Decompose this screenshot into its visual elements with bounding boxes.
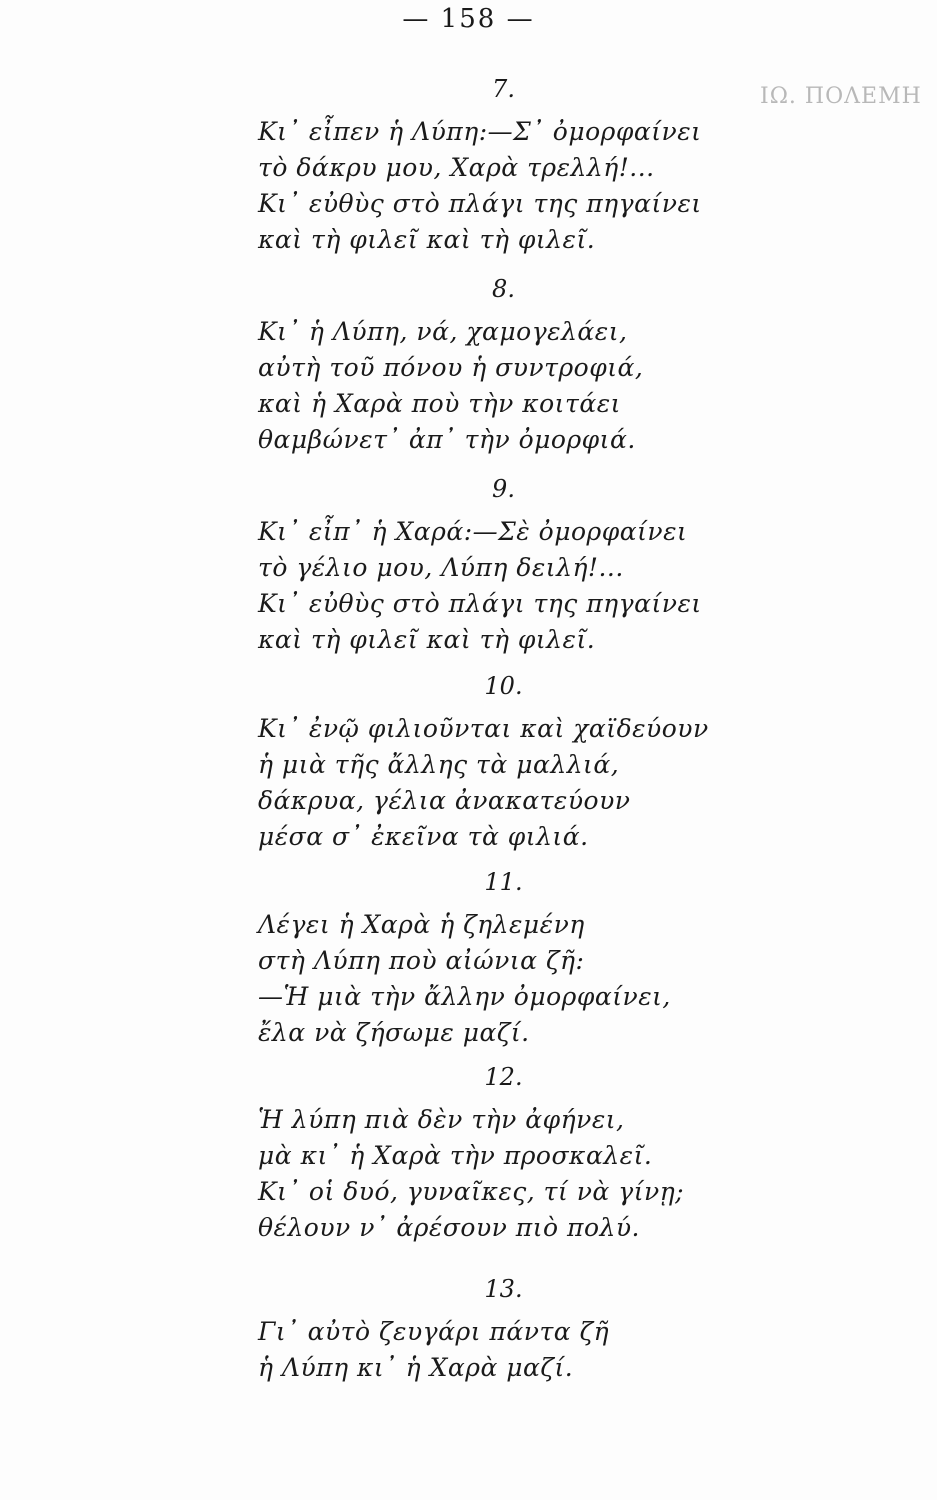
verse-line: Λέγει ἡ Χαρὰ ἡ ζηλεμένη (258, 910, 585, 939)
stanza-number: 7. (492, 75, 515, 103)
stanza-number: 9. (492, 475, 515, 503)
verse-line: Κι᾽ εἶπ᾽ ἡ Χαρά:—Σὲ ὀμορφαίνει (258, 517, 688, 546)
verse-line: Κι᾽ ἡ Λύπη, νά, χαμογελάει, (258, 317, 628, 346)
verse-line: Κι᾽ εὐθὺς στὸ πλάγι της πηγαίνει (258, 189, 702, 218)
stanza-number: 12. (484, 1063, 523, 1091)
verse-line: τὸ γέλιο μου, Λύπη δειλή!... (258, 553, 624, 582)
verse-line: μὰ κι᾽ ἡ Χαρὰ τὴν προσκαλεῖ. (258, 1141, 653, 1170)
verse-line: καὶ τὴ φιλεῖ καὶ τὴ φιλεῖ. (258, 625, 596, 654)
verse-line: μέσα σ᾽ ἐκεῖνα τὰ φιλιά. (258, 822, 589, 851)
stanza-number: 11. (484, 868, 523, 896)
stanza-number: 8. (492, 275, 515, 303)
verse-line: θαμβώνετ᾽ ἀπ᾽ τὴν ὀμορφιά. (258, 425, 636, 454)
verse-line: ἡ Λύπη κι᾽ ἡ Χαρὰ μαζί. (258, 1353, 574, 1382)
verse-line: ἔλα νὰ ζήσωμε μαζί. (258, 1018, 530, 1047)
verse-line: θέλουν ν᾽ ἀρέσουν πιὸ πολύ. (258, 1213, 641, 1242)
verse-line: αὐτὴ τοῦ πόνου ἡ συντροφιά, (258, 353, 644, 382)
verse-line: Κι᾽ εὐθὺς στὸ πλάγι της πηγαίνει (258, 589, 702, 618)
verse-line: Κι᾽ οἱ δυό, γυναῖκες, τί νὰ γίνῃ; (258, 1177, 685, 1206)
verse-line: καὶ ἡ Χαρὰ ποὺ τὴν κοιτάει (258, 389, 621, 418)
verse-line: Γι᾽ αὐτὸ ζευγάρι πάντα ζῆ (258, 1317, 610, 1346)
verse-line: δάκρυα, γέλια ἀνακατεύουν (258, 786, 631, 815)
bleed-through-header: ΙΩ. ΠΟΛΕΜΗ (760, 84, 922, 109)
stanza-number: 13. (484, 1275, 523, 1303)
verse-line: Ἡ λύπη πιὰ δὲν τὴν ἀφήνει, (258, 1105, 625, 1134)
verse-line: —Ἡ μιὰ τὴν ἄλλην ὀμορφαίνει, (258, 982, 671, 1011)
verse-line: καὶ τὴ φιλεῖ καὶ τὴ φιλεῖ. (258, 225, 596, 254)
verse-line: στὴ Λύπη ποὺ αἰώνια ζῆ: (258, 946, 585, 975)
verse-line: Κι᾽ εἶπεν ἡ Λύπη:—Σ᾽ ὀμορφαίνει (258, 117, 702, 146)
verse-line: Κι᾽ ἐνῷ φιλιοῦνται καὶ χαϊδεύουν (258, 714, 709, 743)
stanza-number: 10. (484, 672, 523, 700)
verse-line: τὸ δάκρυ μου, Χαρὰ τρελλή!... (258, 153, 655, 182)
verse-line: ἡ μιὰ τῆς ἄλλης τὰ μαλλιά, (258, 750, 620, 779)
page-number: — 158 — (402, 4, 535, 34)
